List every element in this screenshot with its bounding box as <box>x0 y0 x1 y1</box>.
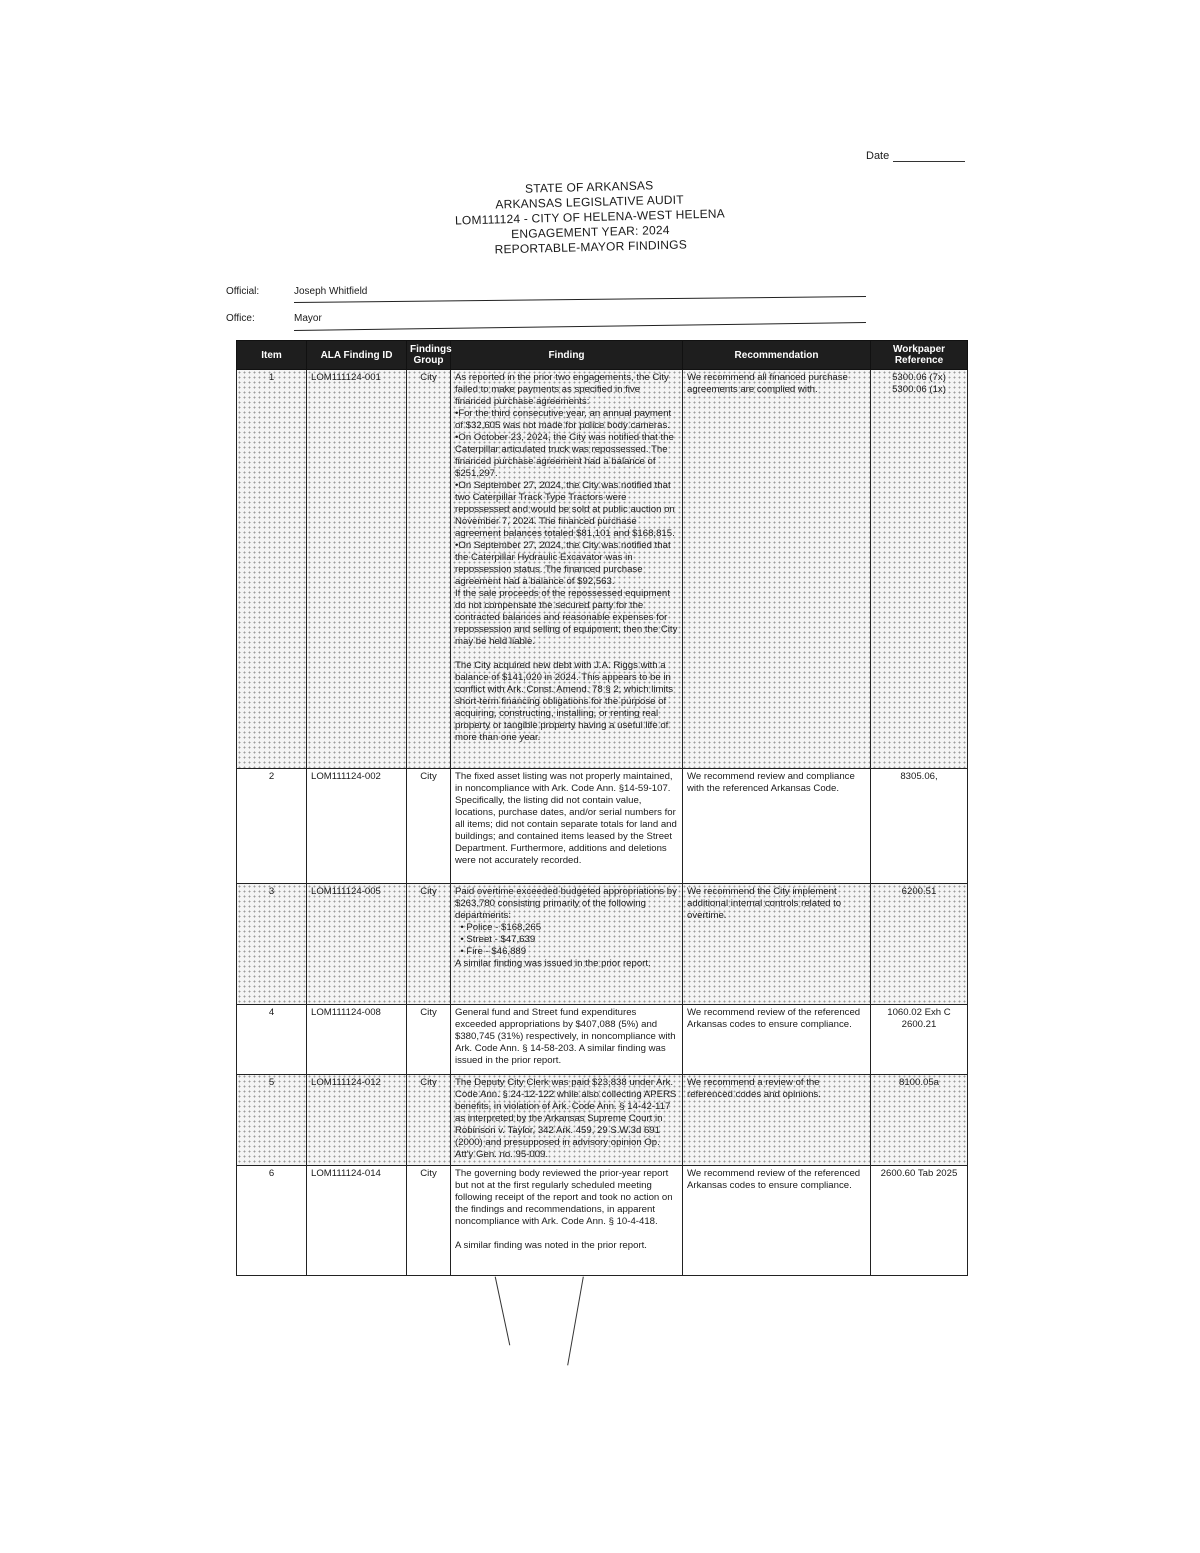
item-number: 2 <box>237 768 307 884</box>
col-header-finding: Finding <box>451 341 683 370</box>
scan-artifact-mark <box>495 1277 511 1346</box>
workpaper-reference: 8100.05a <box>871 1074 968 1165</box>
findings-table <box>236 340 968 1276</box>
table-row <box>237 768 968 884</box>
findings-group: City <box>407 884 451 1005</box>
date-blank-line <box>893 161 965 162</box>
finding-text: General fund and Street fund expenditures exceeded appropriations by $407,088 (5%) and $380,745 (31%) respectively, in noncompliance with Ark. Code Ann. § 14-58-203. A similar finding was issued in the prior report. <box>451 1005 683 1075</box>
item-number: 5 <box>237 1074 307 1165</box>
findings-group: City <box>407 370 451 769</box>
date-label: Date <box>866 150 890 162</box>
office-row <box>226 313 322 324</box>
heading-entity: LOM111124 - CITY OF HELENA-WEST HELENA <box>454 206 726 228</box>
heading-engagement-year: ENGAGEMENT YEAR: 2024 <box>510 222 670 242</box>
findings-group: City <box>407 1005 451 1075</box>
item-number: 1 <box>237 370 307 769</box>
recommendation-text: We recommend a review of the referenced codes and opinions. <box>683 1074 871 1165</box>
date-field <box>866 150 965 162</box>
recommendation-text: We recommend review of the referenced Arkansas codes to ensure compliance. <box>683 1165 871 1275</box>
table-header-row <box>237 341 968 370</box>
col-header-recommendation: Recommendation <box>683 341 871 370</box>
finding-id: LOM111124-012 <box>307 1074 407 1165</box>
office-label: Office: <box>226 313 255 324</box>
workpaper-reference: 6200.51 <box>871 884 968 1005</box>
finding-id: LOM111124-005 <box>307 884 407 1005</box>
table-row <box>237 370 968 769</box>
finding-id: LOM111124-014 <box>307 1165 407 1275</box>
finding-id: LOM111124-001 <box>307 370 407 769</box>
official-label: Official: <box>226 286 260 297</box>
official-underline <box>294 296 866 303</box>
finding-text: The governing body reviewed the prior-year report but not at the first regularly scheduled meeting following receipt of the report and took no action on the findings and recommendations, in apparent noncompliance with Ark. Code Ann. § 10-4-418. A similar finding was noted in the prior report. <box>451 1165 683 1275</box>
findings-group: City <box>407 1074 451 1165</box>
report-heading <box>439 176 741 259</box>
workpaper-reference: 5300.06 (7x) 5300.06 (1x) <box>871 370 968 769</box>
col-header-findings-group: Findings Group <box>407 341 451 370</box>
official-row <box>226 286 367 297</box>
finding-text: The Deputy City Clerk was paid $23,838 under Ark. Code Ann. § 24-12-122 while also collecting APERS benefits, in violation of Ark. Code Ann. § 14-42-117 as interpreted by the Arkansas Supreme Court in Robinson v. Taylor, 342 Ark. 459, 29 S.W.3d 691 (2000) and presupposed in advisory opinion Op. Att'y Gen. no. 95-009. <box>451 1074 683 1165</box>
workpaper-reference: 1060.02 Exh C 2600.21 <box>871 1005 968 1075</box>
item-number: 4 <box>237 1005 307 1075</box>
item-number: 3 <box>237 884 307 1005</box>
recommendation-text: We recommend all financed purchase agreements are complied with. <box>683 370 871 769</box>
finding-text: Paid overtime exceeded budgeted appropriations by $263,780 consisting primarily of the following departments: • Police - $168,265 • Street - $47,639 • Fire - $46,889 A similar finding was issued in the prior report. <box>451 884 683 1005</box>
official-name: Joseph Whitfield <box>294 286 368 297</box>
table-row <box>237 1005 968 1075</box>
finding-id: LOM111124-002 <box>307 768 407 884</box>
item-number: 6 <box>237 1165 307 1275</box>
workpaper-reference: 8305.06, <box>871 768 968 884</box>
col-header-finding-id: ALA Finding ID <box>307 341 407 370</box>
table-row <box>237 1074 968 1165</box>
col-header-item: Item <box>237 341 307 370</box>
heading-agency: ARKANSAS LEGISLATIVE AUDIT <box>495 192 684 212</box>
findings-group: City <box>407 768 451 884</box>
recommendation-text: We recommend the City implement additional internal controls related to overtime. <box>683 884 871 1005</box>
scan-artifact-mark <box>567 1277 584 1366</box>
office-underline <box>294 322 866 331</box>
finding-text: The fixed asset listing was not properly maintained, in noncompliance with Ark. Code Ann. §14-59-107. Specifically, the listing did not contain value, locations, purchase dates, and/or serial numbers for all items; did not contain separate totals for land and buildings; and contained items leased by the Street Department. Furthermore, additions and deletions were not accurately recorded. <box>451 768 683 884</box>
heading-report-type: REPORTABLE-MAYOR FINDINGS <box>494 237 688 257</box>
finding-id: LOM111124-008 <box>307 1005 407 1075</box>
finding-text: As reported in the prior two engagements, the City failed to make payments as specified in five financed purchase agreements: •For the third consecutive year, an annual payment of $32,605 was not made for police body cameras. •On October 23, 2024, the City was notified that the Caterpillar articulated truck was repossessed. The financed purchase agreement had a balance of $251,297. •On September 27, 2024, the City was notified that two Caterpillar Track Type Tractors were repossessed and would be sold at public auction on November 7, 2024. The financed purchase agreement balances totaled $81,101 and $168,815. •On September 27, 2024, the City was notified that the Caterpillar Hydraulic Excavator was in repossession status. The financed purchase agreement had a balance of $92,563. If the sale proceeds of the repossessed equipment do not compensate the secured party for the contracted balances and reasonable expenses for repossession and selling of equipment, then the City may be held liable. The City acquired new debt with J.A. Riggs with a balance of $141,020 in 2024. This appears to be in conflict with Ark. Const. Amend. 78 § 2, which limits short-term financing obligations for the purpose of acquiring, constructing, installing, or renting real property or tangible property having a useful life of more than one year. <box>451 370 683 769</box>
office-name: Mayor <box>294 313 322 324</box>
recommendation-text: We recommend review and compliance with the referenced Arkansas Code. <box>683 768 871 884</box>
col-header-workpaper-reference: Workpaper Reference <box>871 341 968 370</box>
workpaper-reference: 2600.60 Tab 2025 <box>871 1165 968 1275</box>
recommendation-text: We recommend review of the referenced Arkansas codes to ensure compliance. <box>683 1005 871 1075</box>
findings-group: City <box>407 1165 451 1275</box>
table-row <box>237 884 968 1005</box>
table-row <box>237 1165 968 1275</box>
heading-state: STATE OF ARKANSAS <box>524 178 654 196</box>
